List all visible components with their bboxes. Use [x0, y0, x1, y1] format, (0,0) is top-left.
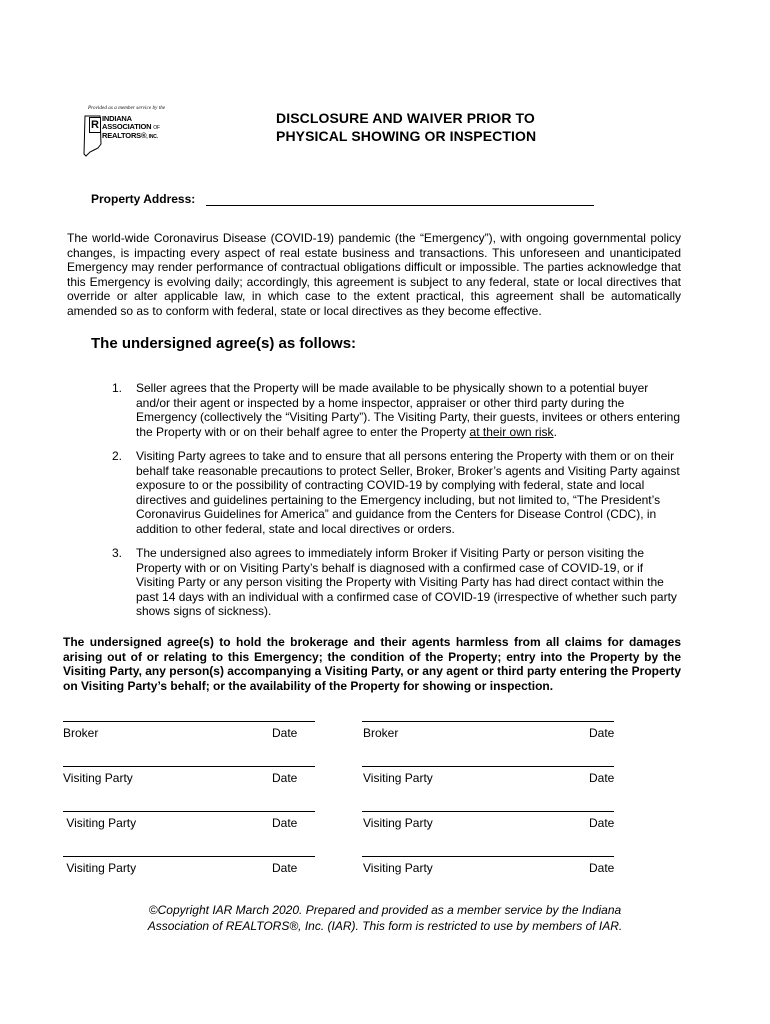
date-label: Date: [589, 726, 615, 740]
signature-label: Broker: [363, 726, 399, 740]
date-label: Date: [589, 771, 615, 785]
broker-signature-line[interactable]: [362, 721, 614, 722]
visiting-party-signature-line[interactable]: [63, 856, 315, 857]
visiting-party-signature-line[interactable]: [63, 811, 315, 812]
date-label: Date: [589, 816, 615, 830]
list-item: [112, 546, 680, 621]
list-item-number: 1.: [112, 381, 123, 395]
item1-underlined-text: at their own risk: [469, 424, 554, 439]
logo-tagline: Provided as a member service by the: [88, 106, 166, 111]
logo-org-line2: ASSOCIATION: [102, 122, 152, 131]
copyright-line1: ©Copyright IAR March 2020. Prepared and provided as a member service by the Indiana: [148, 903, 622, 917]
hold-harmless-paragraph: The undersigned agree(s) to hold the brokerage and their agents harmless from all claims for damages arising out of or relating to this Emergency; the condition of the Property; entry into the Property by the Visiting Party, any person(s) accompanying a Visiting Party, or any agent or third party entering the Property on Visiting Party’s behalf; or the availability of the Property for showing or inspection.: [63, 635, 681, 693]
list-item-text: Visiting Party agrees to take and to ensure that all persons entering the Property with them or on their behalf take reasonable precautions to protect Seller, Broker, Broker’s agents and Visiting Party against exposure to or the possibility of contracting COVID-19 by complying with federal, state and local directives and guidelines pertaining to the Emergency including, but not limited to, “The President’s Coronavirus Guidelines for America” and guidance from the Centers for Disease Control (CDC), in addition to other federal, state and local directives or orders.: [136, 449, 680, 536]
signature-label: Visiting Party: [63, 816, 137, 830]
document-title: [276, 109, 536, 145]
property-address-label: Property Address:: [91, 192, 196, 206]
intro-paragraph: The world-wide Coronavirus Disease (COVID-19) pandemic (the “Emergency”), with ongoing governmental policy changes, is impacting every aspect of real estate business and transactions. This unforeseen and unanticipated Emergency may render performance of contractual obligations difficult or impossible. The parties acknowledge that this Emergency is evolving daily; accordingly, this agreement is subject to any federal, state or local directives that override or alter applicable law, in which case to the extent practical, this agreement shall be automatically amended so as to conform with federal, state or local directives as they become effective.: [67, 231, 681, 318]
iar-logo: [80, 106, 190, 156]
signature-label: Broker: [63, 726, 99, 740]
signature-label: Visiting Party: [363, 861, 433, 875]
list-item-text: The undersigned also agrees to immediately inform Broker if Visiting Party or person visiting the Property with or on Visiting Party’s behalf is diagnosed with a confirmed case of COVID-19, or if Visiting Party or any person visiting the Property with Visiting Party has had direct contact within the past 14 days with an individual with a confirmed case of COVID-19 (irrespective of whether such party shows signs of sickness).: [136, 546, 677, 619]
list-item-number: 2.: [112, 449, 123, 463]
logo-org-of: OF: [153, 125, 160, 131]
list-item-number: 3.: [112, 546, 123, 560]
title-line2: PHYSICAL SHOWING OR INSPECTION: [276, 128, 537, 144]
signature-label: Visiting Party: [63, 771, 133, 785]
logo-org-line1: INDIANA: [102, 114, 132, 123]
copyright-notice: [0, 903, 770, 934]
signature-label: Visiting Party: [363, 816, 433, 830]
date-label: Date: [272, 726, 298, 740]
signature-label: Visiting Party: [63, 861, 137, 875]
list-item: [112, 381, 680, 441]
visiting-party-signature-line[interactable]: [63, 766, 315, 767]
visiting-party-signature-line[interactable]: [362, 856, 614, 857]
date-label: Date: [589, 861, 615, 875]
visiting-party-signature-line[interactable]: [362, 811, 614, 812]
broker-signature-line[interactable]: [63, 721, 315, 722]
list-item: [112, 449, 680, 539]
logo-org-line3: REALTORS®: [102, 131, 147, 140]
title-line1: DISCLOSURE AND WAIVER PRIOR TO: [276, 110, 535, 126]
logo-org-inc: , INC.: [146, 134, 158, 140]
signature-label: Visiting Party: [363, 771, 433, 785]
date-label: Date: [272, 861, 298, 875]
visiting-party-signature-line[interactable]: [362, 766, 614, 767]
list-item-text: [136, 381, 681, 439]
realtor-r-mark: R: [89, 117, 101, 133]
logo-org-name: [102, 115, 160, 141]
item1-end: .: [553, 424, 557, 439]
date-label: Date: [272, 816, 298, 830]
property-address-field[interactable]: [206, 205, 594, 206]
agreement-subheading: The undersigned agree(s) as follows:: [91, 335, 357, 352]
date-label: Date: [272, 771, 298, 785]
copyright-line2: Association of REALTORS®, Inc. (IAR). This form is restricted to use by members of IAR.: [147, 918, 623, 933]
item1-text: Seller agrees that the Property will be made available to be physically shown to a potential buyer and/or their agent or inspected by a home inspector, appraiser or other third party during the Emergency (collectively the “Visiting Party”). The Visiting Party, their guests, invitees or others entering the Property with or on their behalf agree to enter the Property: [136, 381, 681, 439]
